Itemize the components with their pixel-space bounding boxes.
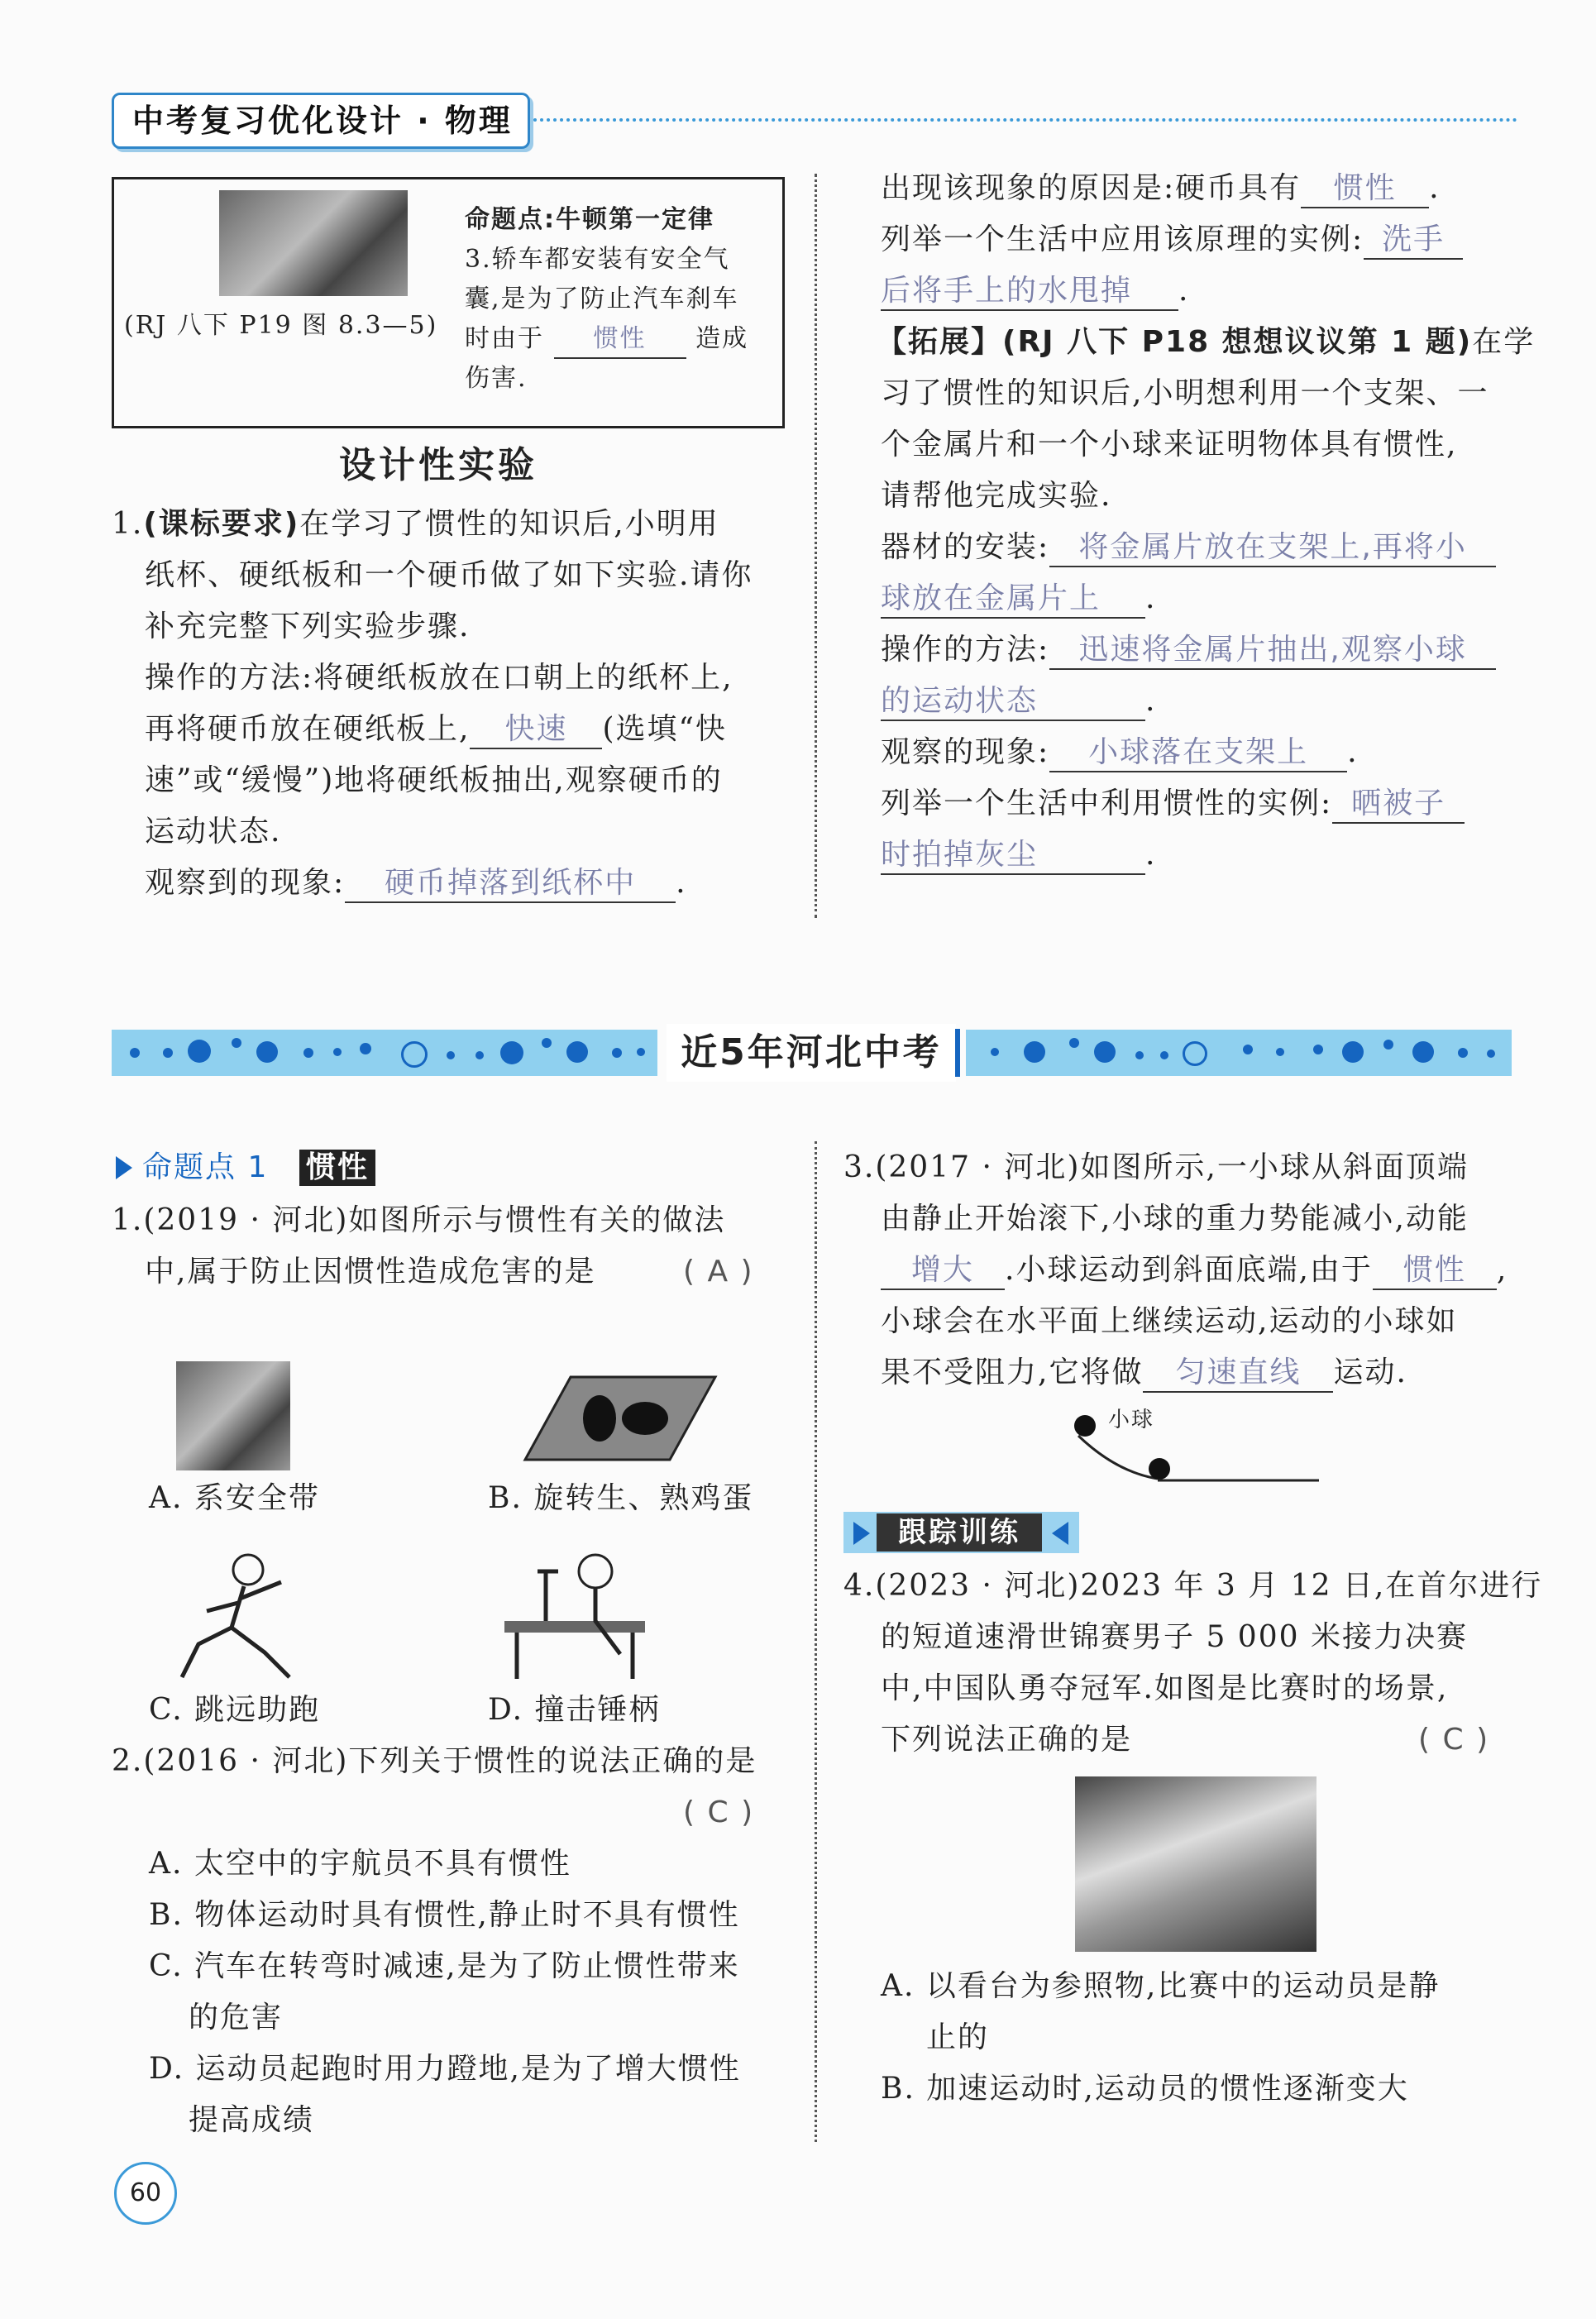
answer-blank: 匀速直线: [1143, 1355, 1333, 1393]
question-line: 中,属于防止因惯性造成危害的是: [145, 1255, 596, 1289]
header-title-box: [112, 93, 530, 149]
question-line: 中,中国队勇夺冠军.如图是比赛时的场景,: [881, 1671, 1449, 1705]
option-text: 提高成绩: [189, 2103, 315, 2137]
answer-blank: 快速: [470, 711, 602, 749]
option-text: B. 加速运动时,运动员的惯性逐渐变大: [881, 2072, 1409, 2106]
banner-title: 近5年河北中考: [667, 1024, 956, 1082]
question-line: 球放在金属片上 .: [881, 581, 1156, 619]
ball-label: 小球: [1108, 1408, 1155, 1432]
question-line: 1.(2019 · 河北)如图所示与惯性有关的做法: [112, 1203, 726, 1237]
answer-choice: ( C ): [683, 1795, 755, 1829]
question-line: 的短道速滑世锦赛男子 5 000 米接力决赛: [881, 1620, 1468, 1654]
answer-blank: 惯性: [1373, 1252, 1497, 1290]
track-label: 跟踪训练: [877, 1513, 1042, 1552]
column-divider-bottom: [815, 1141, 817, 2142]
figure-caption: (RJ 八下 P19 图 8.3—5): [124, 311, 438, 340]
question-line: 3.(2017 · 河北)如图所示,一小球从斜面顶端: [843, 1150, 1469, 1184]
answer-blank: 晒被子: [1332, 786, 1465, 824]
airbag-photo: [219, 190, 408, 296]
seatbelt-photo: [176, 1361, 290, 1470]
option-text: A. 以看台为参照物,比赛中的运动员是静: [881, 1969, 1441, 2003]
play-triangle-icon: [116, 1156, 132, 1179]
answer-choice: ( A ): [683, 1255, 754, 1289]
option-text: C. 跳远助跑: [149, 1693, 321, 1727]
answer-blank: 将金属片放在支架上,再将小: [1049, 529, 1496, 567]
question-line: 纸杯、硬纸板和一个硬币做了如下实验.请你: [145, 558, 753, 592]
answer-blank: 球放在金属片上: [881, 581, 1145, 619]
question-line: 操作的方法:将硬纸板放在口朝上的纸杯上,: [145, 661, 733, 695]
option-text: D. 运动员起跑时用力蹬地,是为了增大惯性: [149, 2052, 741, 2086]
option-text: D. 撞击锤柄: [488, 1693, 661, 1727]
question-line: 再将硬币放在硬纸板上, 快速 (选填“快: [145, 711, 727, 749]
question-line: 由静止开始滚下,小球的重力势能减小,动能: [881, 1202, 1469, 1236]
header-title: 中考复习优化设计 · 物理: [132, 103, 513, 139]
question-line: 果不受阻力,它将做 匀速直线 运动.: [881, 1355, 1407, 1393]
question-line: 列举一个生活中利用惯性的实例: 晒被子: [881, 786, 1465, 824]
question-line: 列举一个生活中应用该原理的实例: 洗手: [881, 222, 1463, 260]
section-title: 设计性实验: [339, 444, 538, 486]
question-line: 4.(2023 · 河北)2023 年 3 月 12 日,在首尔进行: [843, 1569, 1543, 1603]
play-triangle-icon: [853, 1522, 870, 1545]
question-line: 补充完整下列实验步骤.: [145, 610, 471, 643]
banner-right-strip: [966, 1030, 1512, 1076]
question-line: 观察到的现象: 硬币掉落到纸杯中 .: [145, 865, 687, 903]
option-text: A. 系安全带: [149, 1481, 320, 1515]
answer-blank: 迅速将金属片抽出,观察小球: [1049, 632, 1496, 670]
knowledge-point-tag: 惯性: [299, 1150, 375, 1186]
answer-blank: 增大: [881, 1252, 1005, 1290]
question-line: 运动状态.: [145, 815, 282, 849]
banner-left-strip: [112, 1030, 657, 1076]
question-line: 器材的安装: 将金属片放在支架上,再将小: [881, 529, 1496, 567]
question-line: 小球会在水平面上继续运动,运动的小球如: [881, 1304, 1458, 1338]
runner-figure: [165, 1545, 314, 1685]
question-line: 2.(2016 · 河北)下列关于惯性的说法正确的是: [112, 1744, 757, 1778]
option-text: B. 旋转生、熟鸡蛋: [488, 1481, 754, 1515]
answer-blank: 小球落在支架上: [1049, 734, 1347, 772]
question-point: 命题点:牛顿第一定律: [465, 205, 714, 234]
answer-choice: ( C ): [1418, 1723, 1490, 1757]
question-line: 个金属片和一个小球来证明物体具有惯性,: [881, 428, 1458, 461]
answer-blank: 惯性: [1301, 170, 1429, 208]
box-question-line: 伤害.: [465, 364, 528, 393]
answer-blank: 洗手: [1364, 222, 1463, 260]
question-line: 的运动状态 .: [881, 683, 1156, 721]
box-question-line: 3.轿车都安装有安全气: [465, 245, 730, 274]
option-text: 的危害: [189, 2001, 284, 2035]
question-line: 增大 .小球运动到斜面底端,由于 惯性 ,: [881, 1252, 1508, 1290]
question-line: 速”或“缓慢”)地将硬纸板抽出,观察硬币的: [145, 763, 723, 797]
answer-blank: 时拍掉灰尘: [881, 837, 1145, 875]
answer-blank: 硬币掉落到纸杯中: [345, 865, 676, 903]
answer-blank: 的运动状态: [881, 683, 1145, 721]
question-line: 后将手上的水甩掉 .: [881, 273, 1189, 311]
question-line: 1.(课标要求)在学习了惯性的知识后,小明用: [112, 507, 719, 541]
knowledge-point-label: 命题点 1: [142, 1150, 269, 1184]
box-question-line: 时由于 惯性 造成: [465, 321, 748, 359]
reverse-triangle-icon: [1052, 1522, 1068, 1545]
column-divider-top: [815, 174, 817, 918]
option-text: 止的: [926, 2020, 990, 2054]
question-line: 时拍掉灰尘 .: [881, 837, 1156, 875]
header-dotted-rule: [533, 118, 1517, 122]
slope-figure: [1067, 1406, 1331, 1489]
hammer-figure: [496, 1538, 653, 1687]
box-question-line: 囊,是为了防止汽车刹车: [465, 284, 739, 313]
question-line: 习了惯性的知识后,小明想利用一个支架、一: [881, 376, 1489, 410]
option-text: B. 物体运动时具有惯性,静止时不具有惯性: [149, 1898, 740, 1932]
eggs-figure: [521, 1373, 719, 1464]
option-text: A. 太空中的宇航员不具有惯性: [149, 1847, 571, 1881]
banner-bar: [955, 1029, 960, 1077]
answer-blank: 惯性: [554, 321, 686, 359]
question-line: 请帮他完成实验.: [881, 479, 1112, 513]
question-line: 观察的现象: 小球落在支架上 .: [881, 734, 1359, 772]
skating-photo: [1075, 1776, 1316, 1952]
option-text: C. 汽车在转弯时减速,是为了防止惯性带来: [149, 1949, 740, 1983]
answer-blank: 后将手上的水甩掉: [881, 273, 1178, 311]
page-number: 60: [114, 2162, 177, 2225]
question-line: 操作的方法: 迅速将金属片抽出,观察小球: [881, 632, 1496, 670]
question-line: 下列说法正确的是: [881, 1723, 1133, 1757]
question-line: 出现该现象的原因是:硬币具有 惯性 .: [881, 170, 1441, 208]
question-line: 【拓展】(RJ 八下 P18 想想议议第 1 题)在学: [877, 325, 1536, 359]
